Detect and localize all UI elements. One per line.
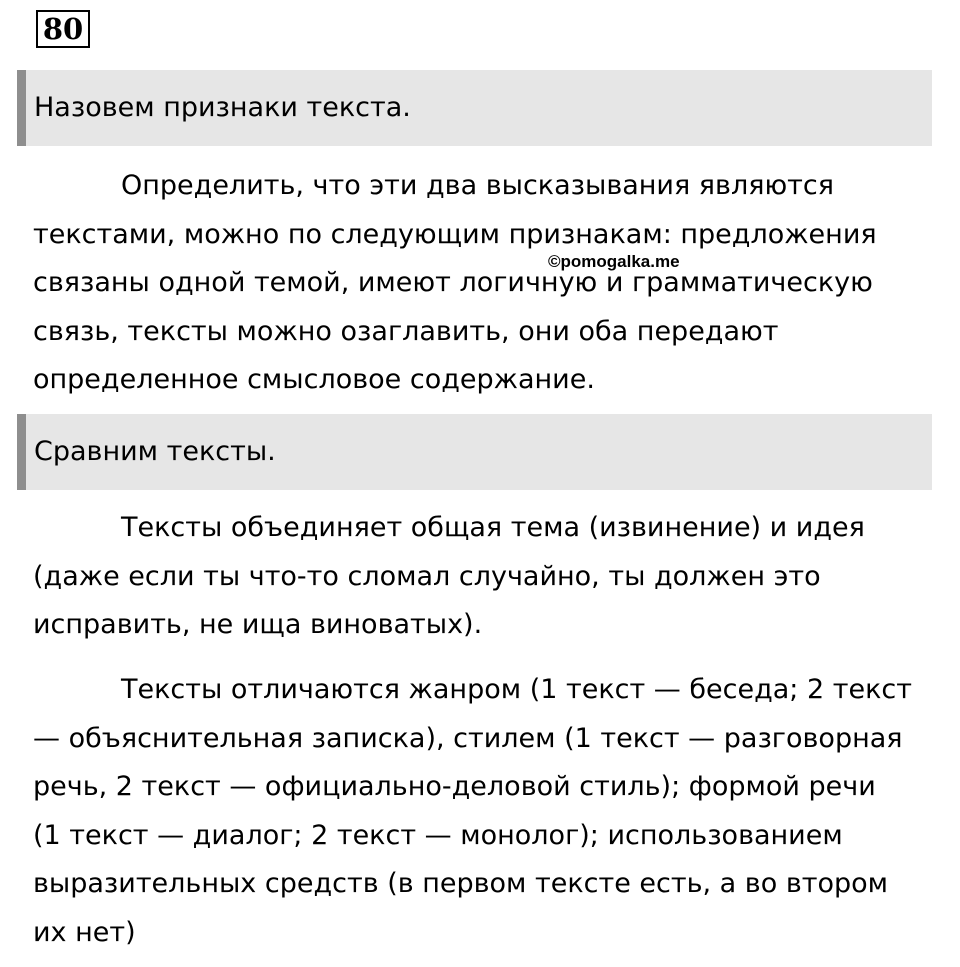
- paragraph-line: определенное смысловое содержание.: [33, 364, 595, 395]
- paragraph-text-signs: [33, 162, 938, 405]
- watermark: ©pomogalka.me: [548, 252, 680, 271]
- section-heading-compare: Сравним тексты.: [17, 414, 932, 490]
- paragraph-common: [33, 504, 938, 650]
- paragraph-line: выразительных средств (в первом тексте есть, а во втором: [33, 868, 889, 899]
- paragraph-line: их нет): [33, 916, 136, 948]
- paragraph-line: Тексты отличаются жанром (1 текст — беседа; 2 текст: [121, 674, 912, 705]
- paragraph-line: — объяснительная записка), стилем (1 текст — разговорная: [33, 722, 903, 754]
- paragraph-line: связаны одной темой, имеют логичную и грамматическую: [33, 267, 873, 298]
- paragraph-line: (1 текст — диалог; 2 текст — монолог); использованием: [33, 819, 843, 851]
- paragraph-line: исправить, не ища виноватых).: [33, 609, 483, 640]
- paragraph-line: речь, 2 текст — официально-деловой стиль); формой речи: [33, 771, 876, 802]
- paragraph-line: связь, тексты можно озаглавить, они оба передают: [33, 315, 779, 347]
- paragraph-differences: [33, 666, 948, 957]
- paragraph-line: Определить, что эти два высказывания являются: [121, 170, 834, 201]
- task-number: 80: [36, 10, 90, 48]
- section-heading-signs: Назовем признаки текста.: [17, 70, 932, 146]
- paragraph-line: текстами, можно по следующим признакам: предложения: [33, 218, 877, 250]
- paragraph-line: (даже если ты что-то сломал случайно, ты должен это: [33, 560, 821, 592]
- paragraph-line: Тексты объединяет общая тема (извинение) и идея: [121, 512, 865, 543]
